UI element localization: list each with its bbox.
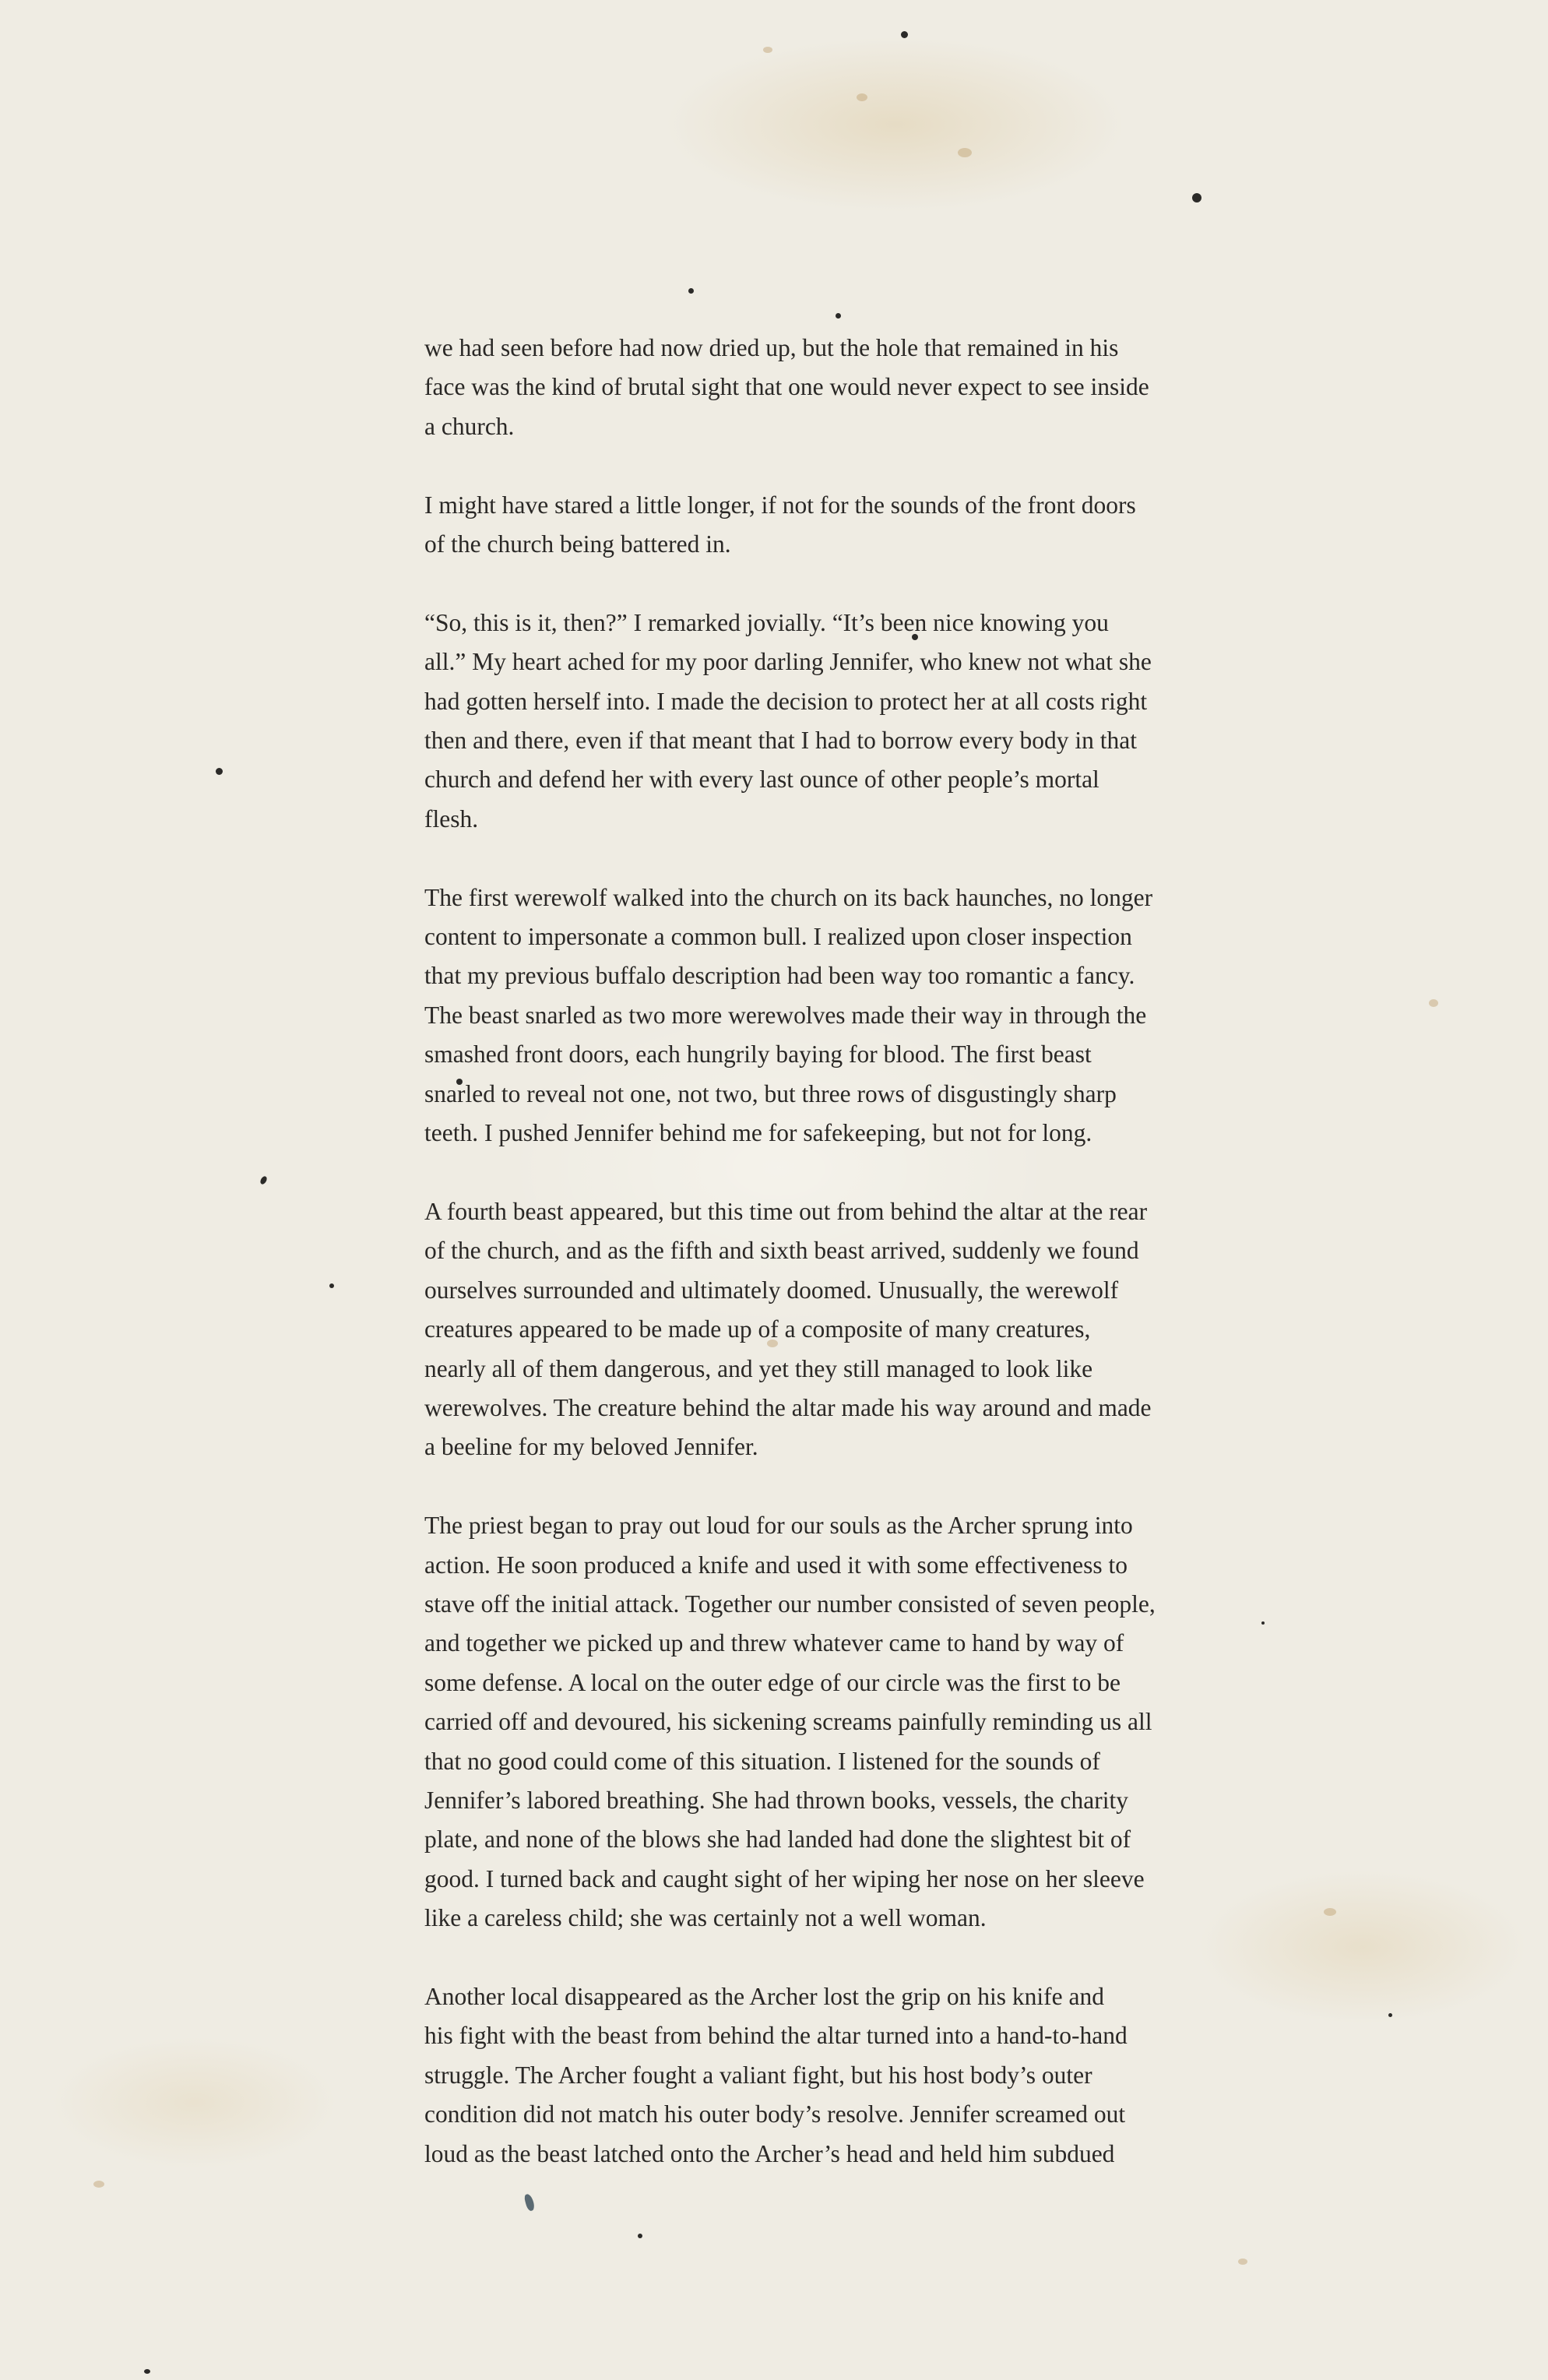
ink-speck	[329, 1283, 334, 1288]
ink-speck	[523, 2193, 535, 2212]
ink-speck	[836, 313, 841, 319]
paper-stain	[958, 148, 972, 157]
paragraph: A fourth beast appeared, but this time out from behind the altar at the rear of the church, and as the fifth and sixth beast arrived, suddenly we found ourselves surrounded and ultimately doomed. Unusually, the werewolf creatures appeared to be made up of a composite of many creatures, nearly all of them dangerous, and yet they still managed to look like werewolves. The creature behind the altar made his way around and made a beeline for my beloved Jennifer.	[424, 1197, 1152, 1461]
paragraph: Another local disappeared as the Archer lost the grip on his knife and his fight with the beast from behind the altar turned into a hand-to-hand struggle. The Archer fought a valiant fight, but his host body’s outer condition did not match his outer body’s resolve. Jennifer screamed out loud as the beast latched onto the Archer’s head and held him subdued	[424, 1982, 1128, 2167]
paragraph: I might have stared a little longer, if not for the sounds of the front doors of the church being battered in.	[424, 491, 1136, 558]
paper-stain	[1429, 999, 1438, 1007]
ink-speck	[1192, 193, 1201, 202]
paragraph: The priest began to pray out loud for our souls as the Archer sprung into action. He soon produced a knife and used it with some effectiveness to stave off the initial attack. Together our number consisted of seven people, and together we picked up and threw whatever came to hand by way of some defense. A local on the outer edge of our circle was the first to be carried off and devoured, his sickening screams painfully reminding us all that no good could come of this situation. I listened for the sounds of Jennifer’s labored breathing. She had thrown books, vessels, the charity plate, and none of the blows she had landed had done the slightest bit of good. I turned back and caught sight of her wiping her nose on her sleeve like a careless child; she was certainly not a well woman.	[424, 1512, 1156, 1932]
paper-stain	[1324, 1908, 1336, 1916]
paragraph: “So, this is it, then?” I remarked jovially. “It’s been nice knowing you all.” My heart ached for my poor darling Jennifer, who knew not what she had gotten herself into. I made the decision to protect her at all costs right then and there, even if that meant that I had to borrow every body in that church and defend her with every last ounce of other people’s mortal flesh.	[424, 608, 1152, 833]
paper-stain	[763, 47, 772, 53]
ink-speck	[638, 2234, 642, 2238]
ink-speck	[688, 288, 694, 294]
ink-speck	[1261, 1621, 1265, 1625]
ink-speck	[216, 768, 223, 775]
ink-speck	[1388, 2013, 1392, 2017]
paper-stain	[93, 2181, 104, 2188]
paper-stain	[1238, 2259, 1247, 2265]
ink-speck	[259, 1175, 269, 1185]
paper-stain	[857, 93, 867, 101]
ink-speck	[901, 31, 908, 38]
ink-speck	[144, 2369, 150, 2374]
paragraph: The first werewolf walked into the church on its back haunches, no longer content to impersonate a common bull. I realized upon closer inspection that my previous buffalo description had been way too romantic a fancy. The beast snarled as two more werewolves made their way in through the smashed front doors, each hungrily baying for blood. The first beast snarled to reveal not one, not two, but three rows of disgustingly sharp teeth. I pushed Jennifer behind me for safekeeping, but not for long.	[424, 883, 1153, 1147]
page-body-text	[424, 329, 1261, 2174]
paragraph: we had seen before had now dried up, but the hole that remained in his face was the kind of brutal sight that one would never expect to see inside a church.	[424, 334, 1149, 440]
